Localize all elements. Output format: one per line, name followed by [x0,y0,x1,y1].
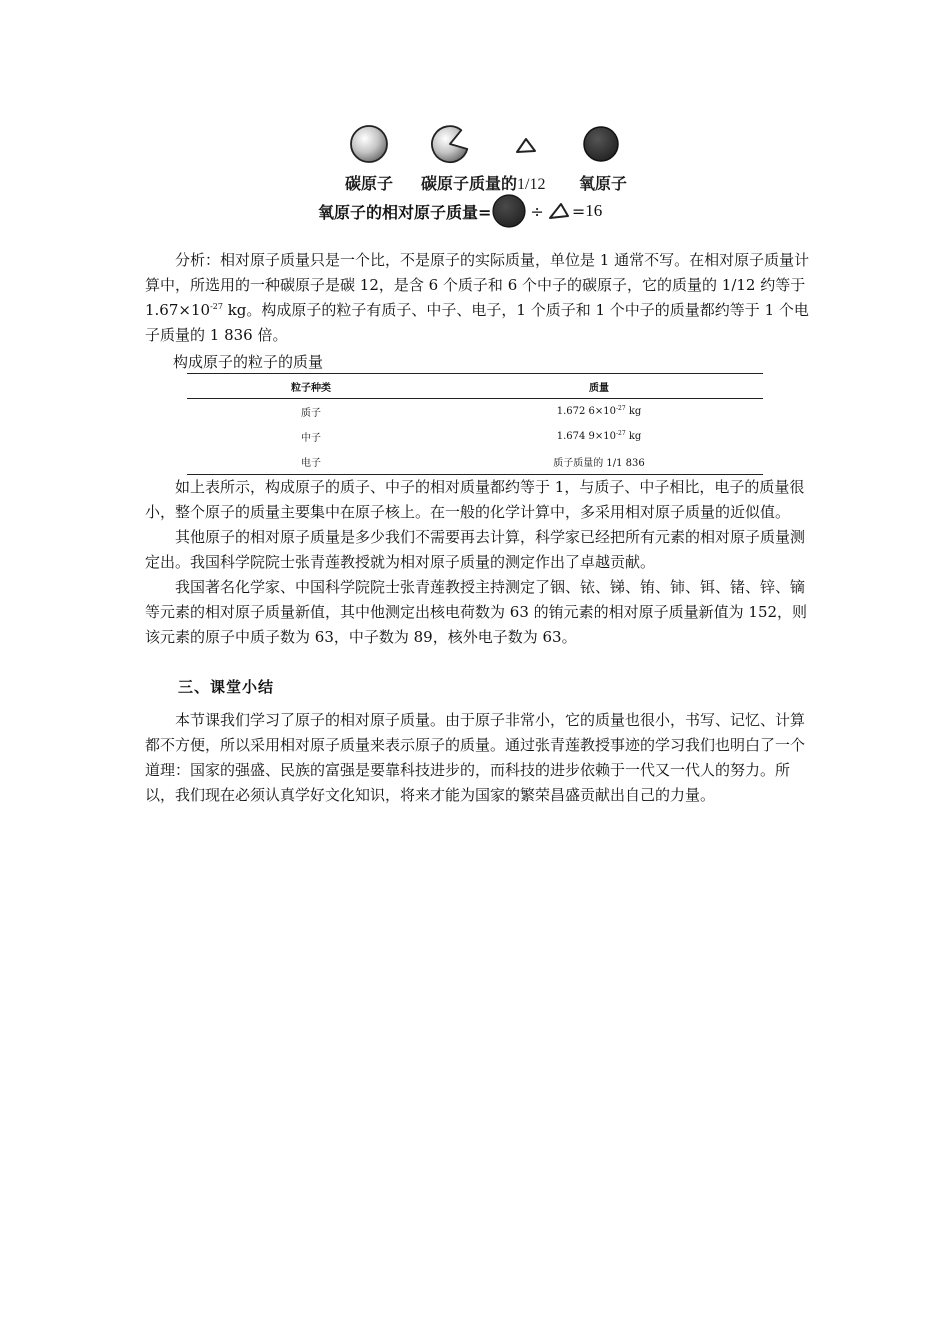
body-paragraph-1: 如上表所示，构成原子的质子、中子的相对质量都约等于 1，与质子、中子相比，电子的质量很小，整个原子的质量主要集中在原子核上。在一般的化学计算中，多采用相对原子质量的近似值。 [145,478,805,521]
summary-paragraph: 本节课我们学习了原子的相对原子质量。由于原子非常小，它的质量也很小，书写、记忆、计算都不方便，所以采用相对原子质量来表示原子的质量。通过张青莲教授事迹的学习我们也明白了一个道理：国家的强盛、民族的富强是要靠科技进步的，而科技的进步依赖于一代又一代人的努力。所以，我们现在必须认真学好文化知识，将来才能为国家的繁荣昌盛贡献出自己的力量。 [145,711,806,804]
table-caption: 构成原子的粒子的质量 [173,353,324,371]
equals-sign: = [571,201,586,221]
particle-mass: 1.674 $9\times 10^{-27}$ kg [556,430,642,442]
divide-sign: ÷ [530,201,544,221]
carbon-atom-icon [351,126,387,162]
table-row [187,399,763,425]
particle-name: 质子 [301,408,321,419]
carbon-atom-missing-twelfth-icon [432,126,467,162]
carbon-atom-label: 碳原子 [345,174,394,193]
carbon-twelfth-label: 碳原子质量的1/12 [421,174,546,193]
summary-heading: 三、课堂小结 [178,678,275,696]
relative-mass-equation [318,195,602,227]
body-paragraph-2: 其他原子的相对原子质量是多少我们不需要再去计算，科学家已经把所有元素的相对原子质量测定出。我国科学院院士张青莲教授就为相对原子质量的测定作出了卓越贡献。 [145,528,806,571]
column-header-mass: 质量 [435,374,763,399]
oxygen-atom-label: 氧原子 [579,174,628,193]
carbon-twelfth-wedge-icon [548,201,570,221]
analysis-section [145,248,815,348]
particle-name: 电子 [187,449,435,475]
table-row [187,424,763,449]
equation-result: 16 [585,201,603,220]
particle-name: 中子 [301,433,321,444]
summary-section [145,708,815,808]
body-section [145,475,815,650]
particle-mass: 质子质量的 1/1 836 [435,449,763,475]
oxygen-atom-icon [492,194,528,228]
equation-lhs: 氧原子的相对原子质量= [318,202,492,222]
particle-mass: 1.672 $6\times 10^{-27}$ kg [556,405,642,417]
carbon-twelfth-wedge-icon [517,139,535,152]
column-header-particle: 粒子种类 [187,374,435,399]
atom-figure [0,0,950,240]
oxygen-atom-icon [584,127,618,161]
body-paragraph-3: 我国著名化学家、中国科学院院士张青莲教授主持测定了铟、铱、锑、铕、铈、铒、锗、锌、镝等元素的相对原子质量新值，其中他测定出核电荷数为 63 的铕元素的相对原子质量新值为 152，则该元素的原子中质子数为 63，中子数为 89，核外电子数为 63。 [145,578,808,646]
analysis-paragraph: 分析：相对原子质量只是一个比，不是原子的实际质量，单位是 1 通常不写。在相对原子质量计算中，所选用的一种碳原子是碳 12，是含 6 个质子和 6 个中子的碳原子，它的质量的 1/12 约等于 $1.67\times 10^{-27}$ kg。构成原子的粒子有质子、中子、电子，1 个质子和 1 个中子的质量都约等于 1 个电子质量的 1 836 倍。 [145,251,810,344]
particle-mass-table [187,373,763,475]
table-row [187,449,763,475]
table-header-row [187,374,763,399]
